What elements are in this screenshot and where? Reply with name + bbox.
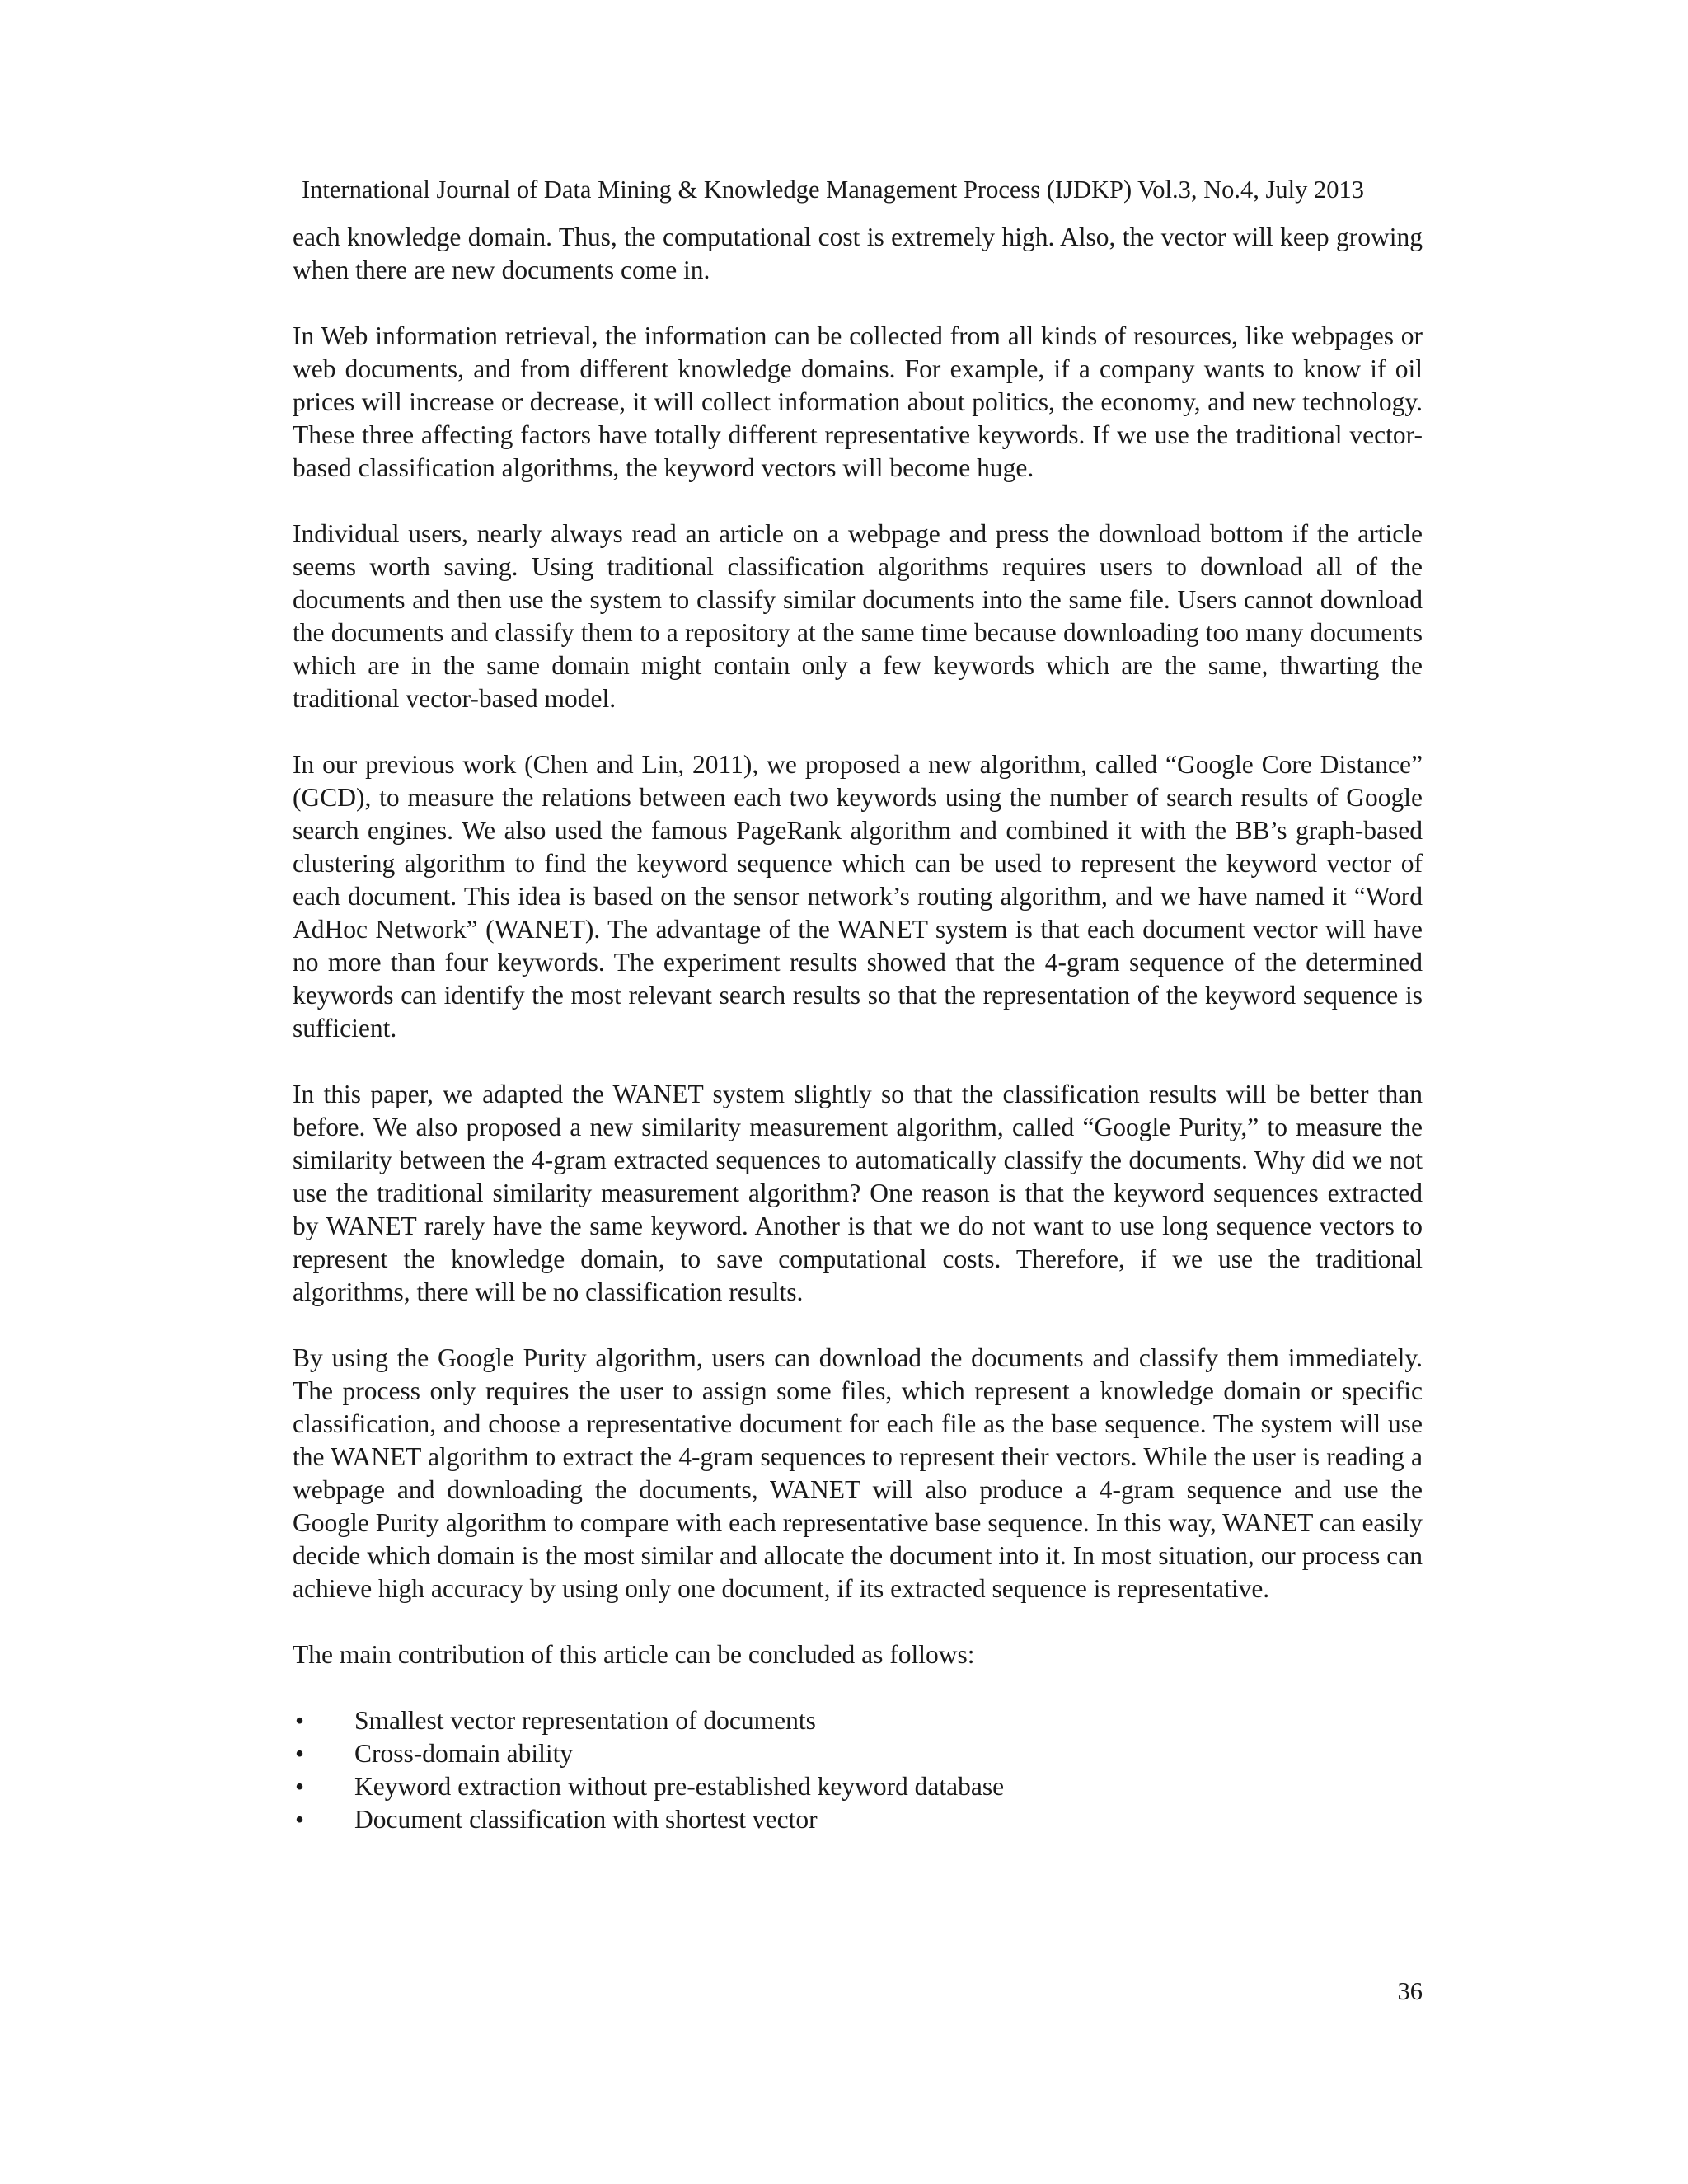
- journal-header: International Journal of Data Mining & Knowledge Management Process (IJDKP) Vol.3, No.4, July 2013: [302, 176, 1364, 204]
- paragraph-web-retrieval: In Web information retrieval, the information can be collected from all kinds of resources, like webpages or web documents, and from different knowledge domains. For example, if a company wants to know if oil prices will increase or decrease, it will collect information about politics, the economy, and new technology. These three affecting factors have totally different representative keywords. If we use the traditional vector-based classification algorithms, the keyword vectors will become huge.: [293, 321, 1423, 482]
- contribution-list: [293, 1704, 1423, 1836]
- article-body: [293, 221, 1423, 1836]
- paragraph-contribution-intro: The main contribution of this article can be concluded as follows:: [293, 1640, 975, 1669]
- paragraph-google-purity: By using the Google Purity algorithm, users can download the documents and classify them immediately. The process only requires the user to assign some files, which represent a knowledge domain or specific classification, and choose a representative document for each file as the base sequence. The system will use the WANET algorithm to extract the 4-gram sequences to represent their vectors. While the user is reading a webpage and downloading the documents, WANET will also produce a 4-gram sequence and use the Google Purity algorithm to compare with each representative base sequence. In this way, WANET can easily decide which domain is the most similar and allocate the document into it. In most situation, our process can achieve high accuracy by using only one document, if its extracted sequence is representative.: [293, 1343, 1423, 1603]
- page-number: 36: [1397, 1977, 1423, 2005]
- paragraph-continuation: each knowledge domain. Thus, the computational cost is extremely high. Also, the vector will keep growing when there are new documents come in.: [293, 223, 1423, 284]
- list-item: • Document classification with shortest vector: [293, 1803, 1423, 1836]
- paragraph-previous-work: In our previous work (Chen and Lin, 2011), we proposed a new algorithm, called “Google Core Distance” (GCD), to measure the relations between each two keywords using the number of search results of Google search engines. We also used the famous PageRank algorithm and combined it with the BB’s graph-based clustering algorithm to find the keyword sequence which can be used to represent the keyword vector of each document. This idea is based on the sensor network’s routing algorithm, and we have named it “Word AdHoc Network” (WANET). The advantage of the WANET system is that each document vector will have no more than four keywords. The experiment results showed that the 4-gram sequence of the determined keywords can identify the most relevant search results so that the representation of the keyword sequence is sufficient.: [293, 750, 1423, 1043]
- list-item: • Keyword extraction without pre-established keyword database: [293, 1770, 1423, 1803]
- list-item: • Cross-domain ability: [293, 1737, 1423, 1770]
- paragraph-this-paper: In this paper, we adapted the WANET system slightly so that the classification results will be better than before. We also proposed a new similarity measurement algorithm, called “Google Purity,” to measure the similarity between the 4-gram extracted sequences to automatically classify the documents. Why did we not use the traditional similarity measurement algorithm? One reason is that the keyword sequences extracted by WANET rarely have the same keyword. Another is that we do not want to use long sequence vectors to represent the knowledge domain, to save computational costs. Therefore, if we use the traditional algorithms, there will be no classification results.: [293, 1080, 1423, 1306]
- list-item: • Smallest vector representation of documents: [293, 1704, 1423, 1737]
- paragraph-individual-users: Individual users, nearly always read an article on a webpage and press the download bottom if the article seems worth saving. Using traditional classification algorithms requires users to download all of the documents and then use the system to classify similar documents into the same file. Users cannot download the documents and classify them to a repository at the same time because downloading too many documents which are in the same domain might contain only a few keywords which are the same, thwarting the traditional vector-based model.: [293, 519, 1423, 713]
